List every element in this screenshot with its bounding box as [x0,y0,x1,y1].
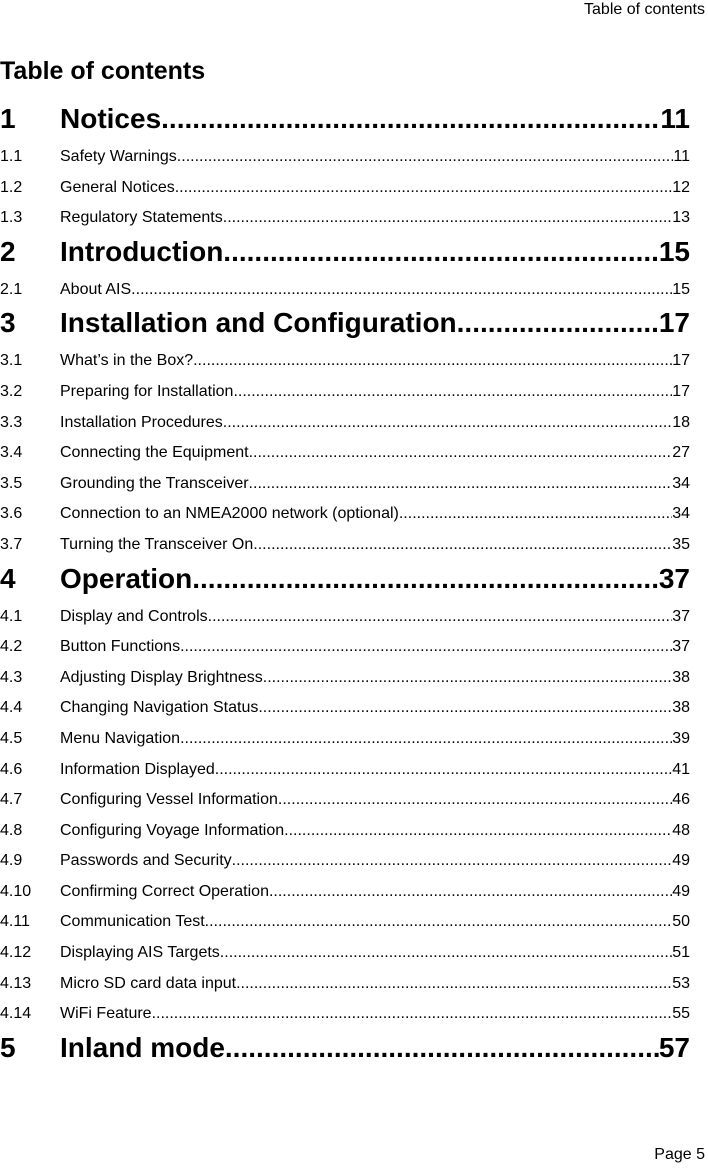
toc-entry-label: Menu Navigation [60,729,181,747]
toc-section-entry[interactable] [0,968,690,999]
toc-leader-dots [278,790,672,810]
toc-entry-line [60,102,690,136]
toc-section-entry[interactable] [0,754,690,785]
toc-entry-label: What’s in the Box? [60,352,194,370]
toc-leader-dots [152,1004,673,1024]
toc-entry-label: Installation and Configuration [60,307,457,339]
toc-entry-page: 55 [672,1005,690,1023]
toc-section-entry[interactable] [0,274,690,305]
toc-section-entry[interactable] [0,529,690,560]
toc-entry-line [60,668,690,688]
toc-entry-number: 4.4 [0,699,23,717]
toc-leader-dots [223,235,659,269]
toc-entry-label: Connecting the Equipment [60,444,249,462]
toc-entry-page: 11 [673,148,690,165]
toc-entry-label: Installation Procedures [60,413,223,431]
toc-leader-dots [457,306,659,340]
toc-entry-line [60,147,690,167]
toc-entry-number: 4.11 [0,913,30,931]
toc-entry-page: 17 [672,382,690,400]
toc-entry-page: 12 [672,178,690,196]
toc-entry-number: 3.7 [0,535,23,553]
toc-entry-page: 11 [660,103,690,134]
toc-entry-line [60,912,690,932]
toc-entry-number: 4.8 [0,821,23,839]
toc-entry-number: 4.6 [0,760,23,778]
toc-entry-label: Micro SD card data input [60,974,237,992]
toc-entry-number: 3.1 [0,352,23,370]
toc-section-entry[interactable] [0,601,690,632]
toc-entry-label: Confirming Correct Operation [60,882,269,900]
toc-leader-dots [220,943,672,963]
toc-entry-label: Adjusting Display Brightness [60,668,263,686]
toc-entry-number: 4.3 [0,668,23,686]
toc-entry-label: Notices [60,103,162,134]
toc-entry-number: 5 [0,1031,16,1063]
toc-leader-dots [215,760,672,780]
toc-section-entry[interactable] [0,692,690,723]
toc-entry-page: 15 [672,280,690,298]
toc-entry-line [60,306,690,340]
toc-entry-label: Safety Warnings [60,148,177,165]
toc-entry-label: Configuring Vessel Information [60,791,278,809]
toc-leader-dots [193,351,672,371]
toc-entry-page: 46 [672,791,690,809]
toc-section-entry[interactable] [0,437,690,468]
toc-title: Table of contents [0,57,206,85]
toc-entry-line [60,637,690,657]
toc-entry-number: 3.5 [0,474,23,492]
toc-entry-label: Regulatory Statements [60,209,223,227]
toc-entry-number: 1.2 [0,178,23,196]
toc-entry-number: 4.12 [0,944,32,962]
page-number: Page 5 [654,1146,705,1163]
toc-entry-line [60,443,690,463]
toc-entry-label: Operation [60,562,193,594]
toc-entry-number: 4.13 [0,974,32,992]
toc-entry-page: 35 [672,535,690,553]
toc-entry-label: Displaying AIS Targets [60,944,220,962]
toc-leader-dots [249,443,673,463]
toc-entry-number: 4.9 [0,852,23,870]
toc-entry-number: 2 [0,235,16,267]
toc-entry-line [60,382,690,402]
toc-section-entry[interactable] [0,498,690,529]
toc-chapter-entry[interactable] [0,233,690,274]
toc-entry-line [60,504,690,524]
toc-section-entry[interactable] [0,407,690,438]
toc-entry-line [60,729,690,749]
toc-entry-number: 4.10 [0,882,32,900]
toc-entry-line [60,1031,690,1065]
toc-entry-number: 3.6 [0,505,23,523]
toc-entry-page: 38 [672,668,690,686]
toc-entry-number: 3.3 [0,413,23,431]
toc-entry-number: 1.1 [0,148,23,165]
toc-chapter-entry[interactable] [0,560,690,601]
toc-entry-line [60,562,690,596]
toc-entry-label: Display and Controls [60,607,208,625]
toc-entry-page: 34 [672,505,690,523]
toc-entry-line [60,208,690,228]
toc-entry-number: 4.5 [0,729,23,747]
toc-entry-page: 37 [672,607,690,625]
toc-leader-dots [225,1031,659,1065]
toc-entry-label: Configuring Voyage Information [60,821,285,839]
toc-entry-number: 4.1 [0,607,23,625]
toc-entry-label: Introduction [60,235,224,267]
toc-entry-number: 1.3 [0,209,23,227]
toc-leader-dots [232,851,673,871]
toc-entry-line [60,235,690,269]
toc-entry-line [60,821,690,841]
toc-leader-dots [223,413,672,433]
toc-entry-page: 38 [672,699,690,717]
toc-entry-line [60,474,690,494]
toc-entry-page: 27 [672,444,690,462]
toc-leader-dots [131,280,672,300]
toc-entry-number: 1 [0,103,16,134]
toc-section-entry[interactable] [0,376,690,407]
toc-entry-line [60,974,690,994]
toc-entry-line [60,535,690,555]
toc-section-entry[interactable] [0,876,690,907]
toc-entry-page: 34 [672,474,690,492]
toc-entry-page: 49 [672,882,690,900]
toc-entry-number: 4.7 [0,791,23,809]
toc-entry-page: 48 [672,821,690,839]
toc-entry-label: Grounding the Transceiver [60,474,249,492]
toc-entry-label: General Notices [60,178,175,196]
toc-entry-number: 4 [0,562,16,594]
toc-entry-number: 4.14 [0,1005,32,1023]
toc-entry-label: Preparing for Installation [60,382,234,400]
toc-entry-line [60,351,690,371]
toc-entry-page: 57 [658,1031,690,1063]
toc-leader-dots [192,562,659,596]
toc-entry-page: 50 [672,913,690,931]
toc-entry-page: 13 [672,209,690,227]
toc-section-entry[interactable] [0,631,690,662]
toc-entry-number: 3.4 [0,444,23,462]
toc-entry-page: 37 [672,638,690,656]
toc-entry-page: 39 [672,729,690,747]
toc-entry-page: 17 [658,307,690,339]
toc-section-entry[interactable] [0,998,690,1029]
toc-leader-dots [263,668,672,688]
toc-leader-dots [233,382,672,402]
toc-entry-label: Turning the Transceiver On [60,535,254,553]
toc-entry-label: Passwords and Security [60,852,232,870]
toc-leader-dots [180,637,672,657]
toc-entry-label: Inland mode [60,1031,225,1063]
toc-entry-line [60,280,690,300]
toc-entry-page: 15 [658,235,690,267]
toc-entry-number: 2.1 [0,280,23,298]
toc-entry-number: 4.2 [0,638,23,656]
toc-leader-dots [253,535,672,555]
toc-entry-label: Information Displayed [60,760,215,778]
toc-leader-dots [258,698,672,718]
toc-entry-label: Changing Navigation Status [60,699,259,717]
toc-leader-dots [249,474,673,494]
toc-section-entry[interactable] [0,784,690,815]
toc-entry-line [60,698,690,718]
toc-leader-dots [223,208,672,228]
toc-entry-page: 18 [672,413,690,431]
toc-entry-label: Connection to an NMEA2000 network (optional) [60,505,399,523]
toc-leader-dots [284,821,672,841]
toc-leader-dots [208,607,673,627]
toc-entry-label: About AIS [60,280,132,298]
toc-leader-dots [269,882,672,902]
toc-section-entry[interactable] [0,172,690,203]
toc-entry-page: 51 [672,944,690,962]
toc-entry-label: WiFi Feature [60,1005,152,1023]
toc-entry-line [60,178,690,198]
toc-entry-line [60,413,690,433]
toc-entry-line [60,882,690,902]
toc-entry-label: Button Functions [60,638,181,656]
toc-section-entry[interactable] [0,845,690,876]
running-header: Table of contents [584,1,705,18]
toc-leader-dots [161,102,660,136]
toc-section-entry[interactable] [0,202,690,233]
toc-leader-dots [236,974,672,994]
toc-entry-line [60,760,690,780]
toc-chapter-entry[interactable] [0,304,690,345]
toc-leader-dots [180,729,672,749]
toc-entry-page: 53 [672,974,690,992]
toc-entry-line [60,851,690,871]
toc-entry-line [60,790,690,810]
toc-chapter-entry[interactable] [0,100,690,141]
toc-entry-label: Communication Test [60,913,205,931]
toc-entry-page: 37 [658,562,690,594]
toc-entry-page: 41 [672,760,690,778]
toc-section-entry[interactable] [0,141,690,172]
toc-entry-line [60,607,690,627]
toc-list [0,100,690,1070]
toc-entry-number: 3.2 [0,382,23,400]
toc-section-entry[interactable] [0,906,690,937]
toc-section-entry[interactable] [0,345,690,376]
toc-section-entry[interactable] [0,937,690,968]
toc-entry-line [60,943,690,963]
toc-entry-page: 49 [672,852,690,870]
toc-section-entry[interactable] [0,662,690,693]
toc-entry-number: 3 [0,307,16,339]
toc-leader-dots [177,147,674,167]
toc-section-entry[interactable] [0,723,690,754]
toc-chapter-entry[interactable] [0,1029,690,1070]
toc-leader-dots [205,912,673,932]
toc-entry-page: 17 [672,352,690,370]
toc-section-entry[interactable] [0,468,690,499]
toc-leader-dots [175,178,672,198]
toc-section-entry[interactable] [0,815,690,846]
toc-entry-line [60,1004,690,1024]
toc-leader-dots [399,504,672,524]
